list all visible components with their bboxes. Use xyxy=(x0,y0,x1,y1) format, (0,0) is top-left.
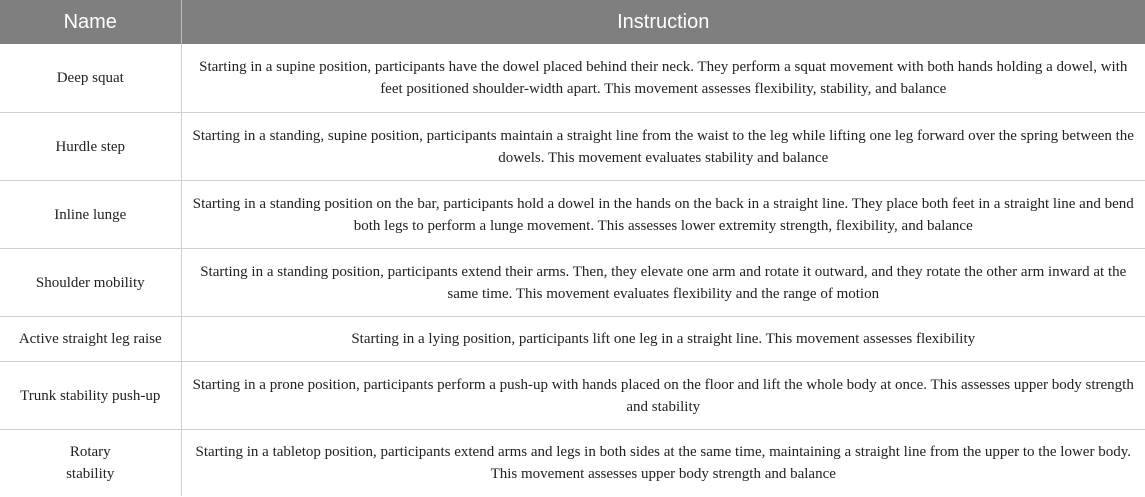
table-row xyxy=(0,249,1145,317)
table-row xyxy=(0,181,1145,249)
row-instruction-cell: Starting in a standing, supine position, participants maintain a straight line from the waist to the leg while lifting one leg forward over the spring between the dowels. This movement evaluates stability and balance xyxy=(181,113,1145,181)
table-body xyxy=(0,44,1145,496)
row-instruction-cell: Starting in a lying position, participants lift one leg in a straight line. This movement assesses flexibility xyxy=(181,317,1145,362)
table-row xyxy=(0,113,1145,181)
table-header xyxy=(0,0,1145,44)
row-name-cell: Deep squat xyxy=(0,44,181,113)
table-row xyxy=(0,430,1145,497)
row-instruction-cell: Starting in a tabletop position, participants extend arms and legs in both sides at the same time, maintaining a straight line from the upper to the lower body. This movement assesses upper body strength and balance xyxy=(195,444,1131,482)
row-instruction-cell: Starting in a supine position, participants have the dowel placed behind their neck. They perform a squat movement with both hands holding a dowel, with feet positioned shoulder-width apart. This movement assesses flexibility, stability, and balance xyxy=(181,44,1145,113)
column-header-name: Name xyxy=(0,0,181,44)
row-name-cell: Hurdle step xyxy=(0,113,181,181)
header-row xyxy=(0,0,1145,44)
row-instruction-cell: Starting in a standing position on the bar, participants hold a dowel in the hands on the back in a straight line. They place both feet in a straight line and bend both legs to perform a lunge movement. This assesses lower extremity strength, flexibility, and balance xyxy=(181,181,1145,249)
table-row xyxy=(0,362,1145,430)
row-name-cell: Rotary stability xyxy=(0,430,181,497)
row-name-cell: Shoulder mobility xyxy=(0,249,181,317)
row-name-cell: Active straight leg raise xyxy=(0,317,181,362)
column-header-instruction: Instruction xyxy=(181,0,1145,44)
row-instruction-cell: Starting in a prone position, participants perform a push-up with hands placed on the floor and lift the whole body at once. This assesses upper body strength and stability xyxy=(181,362,1145,430)
table-row xyxy=(0,44,1145,113)
table-row xyxy=(0,317,1145,362)
row-instruction-cell: Starting in a standing position, participants extend their arms. Then, they elevate one arm and rotate it outward, and they rotate the other arm inward at the same time. This movement evaluates flexibility and the range of motion xyxy=(181,249,1145,317)
row-name-cell: Trunk stability push-up xyxy=(0,362,181,430)
row-name-cell: Inline lunge xyxy=(0,181,181,249)
